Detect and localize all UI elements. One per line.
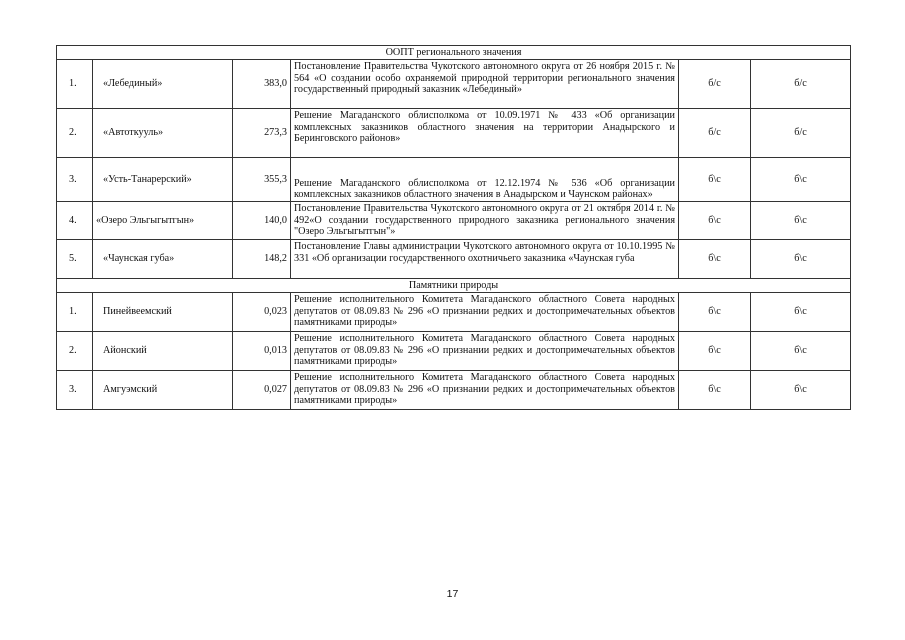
area-value: 355,3 [233,158,291,202]
table-row [57,332,851,371]
table-row [57,293,851,332]
cell-col6: б/с [751,60,851,109]
cell-col6: б\с [751,202,851,240]
cell-col5: б\с [679,371,751,410]
row-number: 5. [57,240,93,279]
object-name: «Чаунская губа» [93,240,233,279]
object-name: «Лебединый» [93,60,233,109]
section-title: Памятники природы [57,279,851,293]
row-number: 4. [57,202,93,240]
legal-basis: Решение исполнительного Комитета Магаданского областного Совета народных депутатов от 08.09.83 № 296 «О признании редких и достопримечательных объектов памятниками природы» [291,371,679,410]
legal-basis: Решение исполнительного Комитета Магаданского областного Совета народных депутатов от 08.09.83 № 296 «О признании редких и достопримечательных объектов памятниками природы» [291,332,679,371]
cell-col6: б/с [751,109,851,158]
area-value: 140,0 [233,202,291,240]
area-value: 0,023 [233,293,291,332]
table-row [57,60,851,109]
legal-basis: Решение Магаданского облисполкома от 12.12.1974 № 536 «Об организации комплексных заказников областного значения в Анадырском и Чаунском районах» [291,158,679,202]
cell-col6: б\с [751,332,851,371]
cell-col5: б\с [679,293,751,332]
legal-basis: Постановление Правительства Чукотского автономного округа от 21 октября 2014 г. № 492«О создании государственного природного заказника регионального значения "Озеро Эльгыгытгын"» [291,202,679,240]
section-title: ООПТ регионального значения [57,46,851,60]
object-name: Пинейвеемский [93,293,233,332]
cell-col5: б\с [679,332,751,371]
legal-basis: Решение Магаданского облисполкома от 10.09.1971 № 433 «Об организации комплексных заказников областного значения на территории Анадырского и Беринговского районов» [291,109,679,158]
cell-col5: б\с [679,202,751,240]
protected-areas-table [56,45,851,410]
page-number: 17 [446,588,459,600]
cell-col6: б\с [751,240,851,279]
legal-basis: Постановление Главы администрации Чукотского автономного округа от 10.10.1995 № 331 «Об организации государственного охотничьего заказника «Чаунская губа [291,240,679,279]
cell-col5: б\с [679,158,751,202]
row-number: 3. [57,371,93,410]
area-value: 383,0 [233,60,291,109]
area-value: 273,3 [233,109,291,158]
table-row [57,109,851,158]
object-name: Айонский [93,332,233,371]
cell-col5: б/с [679,60,751,109]
area-value: 0,027 [233,371,291,410]
cell-col5: б\с [679,240,751,279]
legal-basis: Решение исполнительного Комитета Магаданского областного Совета народных депутатов от 08.09.83 № 296 «О признании редких и достопримечательных объектов памятниками природы» [291,293,679,332]
row-number: 1. [57,293,93,332]
table-row [57,202,851,240]
section-header-row [57,46,851,60]
section-header-row [57,279,851,293]
table-row [57,240,851,279]
object-name: Амгуэмский [93,371,233,410]
row-number: 3. [57,158,93,202]
cell-col6: б\с [751,158,851,202]
cell-col6: б\с [751,371,851,410]
cell-col5: б/с [679,109,751,158]
legal-basis: Постановление Правительства Чукотского автономного округа от 26 ноября 2015 г. № 564 «О создании особо охраняемой природной территории регионального значения государственный природный заказник «Лебединый» [291,60,679,109]
row-number: 1. [57,60,93,109]
area-value: 148,2 [233,240,291,279]
object-name: «Усть-Танарерский» [93,158,233,202]
table-row [57,371,851,410]
area-value: 0,013 [233,332,291,371]
table-row [57,158,851,202]
object-name: «Автоткууль» [93,109,233,158]
row-number: 2. [57,109,93,158]
cell-col6: б\с [751,293,851,332]
object-name: «Озеро Эльгыгытгын» [93,202,233,240]
row-number: 2. [57,332,93,371]
